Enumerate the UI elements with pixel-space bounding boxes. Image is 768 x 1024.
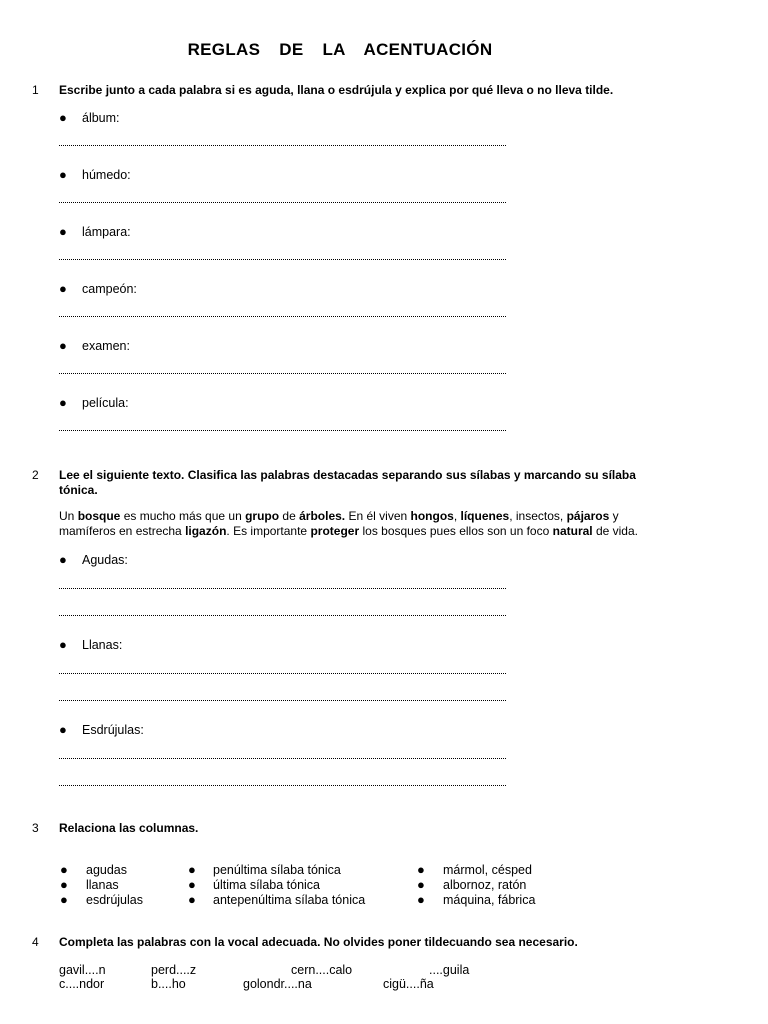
highlighted-word: hongos (410, 509, 454, 523)
bullet-icon: ● (60, 862, 68, 877)
col1-item: llanas (86, 878, 119, 892)
question-3-number: 3 (32, 821, 39, 835)
col2-item: antepenúltima sílaba tónica (213, 893, 366, 907)
q2-group-llanas: Llanas: (82, 638, 123, 652)
col1-item: agudas (86, 863, 128, 877)
fill-word: golondr....na (243, 977, 312, 991)
highlighted-word: árboles. (299, 509, 346, 523)
fill-word: cern....calo (291, 963, 353, 977)
reading-text (59, 509, 699, 539)
bullet-icon: ● (59, 281, 67, 296)
bullet-icon: ● (417, 877, 425, 892)
q2-group-agudas: Agudas: (82, 553, 128, 567)
highlighted-word: natural (552, 524, 593, 538)
col2-item: penúltima sílaba tónica (213, 863, 341, 877)
answer-line[interactable] (59, 202, 506, 203)
question-3-instruction: Relaciona las columnas. (59, 821, 199, 835)
col1-item: esdrújulas (86, 893, 143, 907)
question-1-number: 1 (32, 83, 39, 97)
col3-item: albornoz, ratón (443, 878, 527, 892)
answer-line[interactable] (59, 615, 506, 616)
bullet-icon: ● (59, 338, 67, 353)
text-run: Un (59, 509, 78, 523)
col2-item: última sílaba tónica (213, 878, 321, 892)
q1-item-lampara: lámpara: (82, 225, 131, 239)
bullet-icon: ● (60, 892, 68, 907)
question-2-instruction-line2: tónica. (59, 483, 98, 497)
col3-item: máquina, fábrica (443, 893, 536, 907)
text-run: , insectos, (509, 509, 567, 523)
highlighted-word: ligazón (185, 524, 227, 538)
bullet-icon: ● (59, 167, 67, 182)
col3-item: mármol, césped (443, 863, 532, 877)
answer-line[interactable] (59, 373, 506, 374)
question-4-number: 4 (32, 935, 39, 949)
answer-line[interactable] (59, 430, 506, 431)
text-run: y (609, 509, 619, 523)
answer-line[interactable] (59, 588, 506, 589)
answer-line[interactable] (59, 785, 506, 786)
page-title: REGLAS DE LA ACENTUACIÓN (187, 40, 493, 59)
bullet-icon: ● (188, 892, 196, 907)
q1-item-examen: examen: (82, 339, 130, 353)
fill-word: ....guila (429, 963, 470, 977)
fill-word: gavil....n (59, 963, 106, 977)
answer-line[interactable] (59, 673, 506, 674)
bullet-icon: ● (417, 892, 425, 907)
highlighted-word: proteger (310, 524, 360, 538)
text-run: los bosques pues ellos son un foco (359, 524, 553, 538)
text-run: de vida. (592, 524, 638, 538)
answer-line[interactable] (59, 700, 506, 701)
highlighted-word: líquenes (460, 509, 510, 523)
q1-item-humedo: húmedo: (82, 168, 131, 182)
bullet-icon: ● (59, 224, 67, 239)
highlighted-word: pájaros (566, 509, 610, 523)
answer-line[interactable] (59, 758, 506, 759)
answer-line[interactable] (59, 316, 506, 317)
bullet-icon: ● (59, 722, 67, 737)
text-run: es mucho más que un (120, 509, 246, 523)
bullet-icon: ● (188, 877, 196, 892)
q1-item-pelicula: película: (82, 396, 129, 410)
bullet-icon: ● (60, 877, 68, 892)
fill-word: c....ndor (59, 977, 105, 991)
answer-line[interactable] (59, 145, 506, 146)
text-run: En él viven (345, 509, 411, 523)
reading-text-line1 (59, 509, 699, 524)
text-run: mamíferos en estrecha (59, 524, 186, 538)
question-2-instruction-line1: Lee el siguiente texto. Clasifica las palabras destacadas separando sus sílabas y marcando su sílaba (59, 468, 636, 482)
reading-text-line2 (59, 524, 699, 539)
highlighted-word: bosque (77, 509, 121, 523)
question-2-instruction (59, 468, 699, 498)
q1-item-album: álbum: (82, 111, 120, 125)
q2-group-esdrujulas: Esdrújulas: (82, 723, 144, 737)
highlighted-word: grupo (245, 509, 280, 523)
bullet-icon: ● (59, 110, 67, 125)
q1-item-campeon: campeón: (82, 282, 137, 296)
question-1-instruction: Escribe junto a cada palabra si es aguda, llana o esdrújula y explica por qué lleva o no lleva tilde. (59, 83, 614, 97)
text-run: , (453, 509, 461, 523)
bullet-icon: ● (59, 552, 67, 567)
answer-line[interactable] (59, 259, 506, 260)
text-run: de (279, 509, 300, 523)
question-4-instruction: Completa las palabras con la vocal adecuada. No olvides poner tildecuando sea necesario. (59, 935, 578, 949)
text-run: . Es importante (226, 524, 311, 538)
fill-word: b....ho (151, 977, 186, 991)
bullet-icon: ● (59, 637, 67, 652)
bullet-icon: ● (59, 395, 67, 410)
bullet-icon: ● (417, 862, 425, 877)
question-2-number: 2 (32, 468, 39, 482)
bullet-icon: ● (188, 862, 196, 877)
fill-word: cigü....ña (383, 977, 434, 991)
fill-word: perd....z (151, 963, 197, 977)
